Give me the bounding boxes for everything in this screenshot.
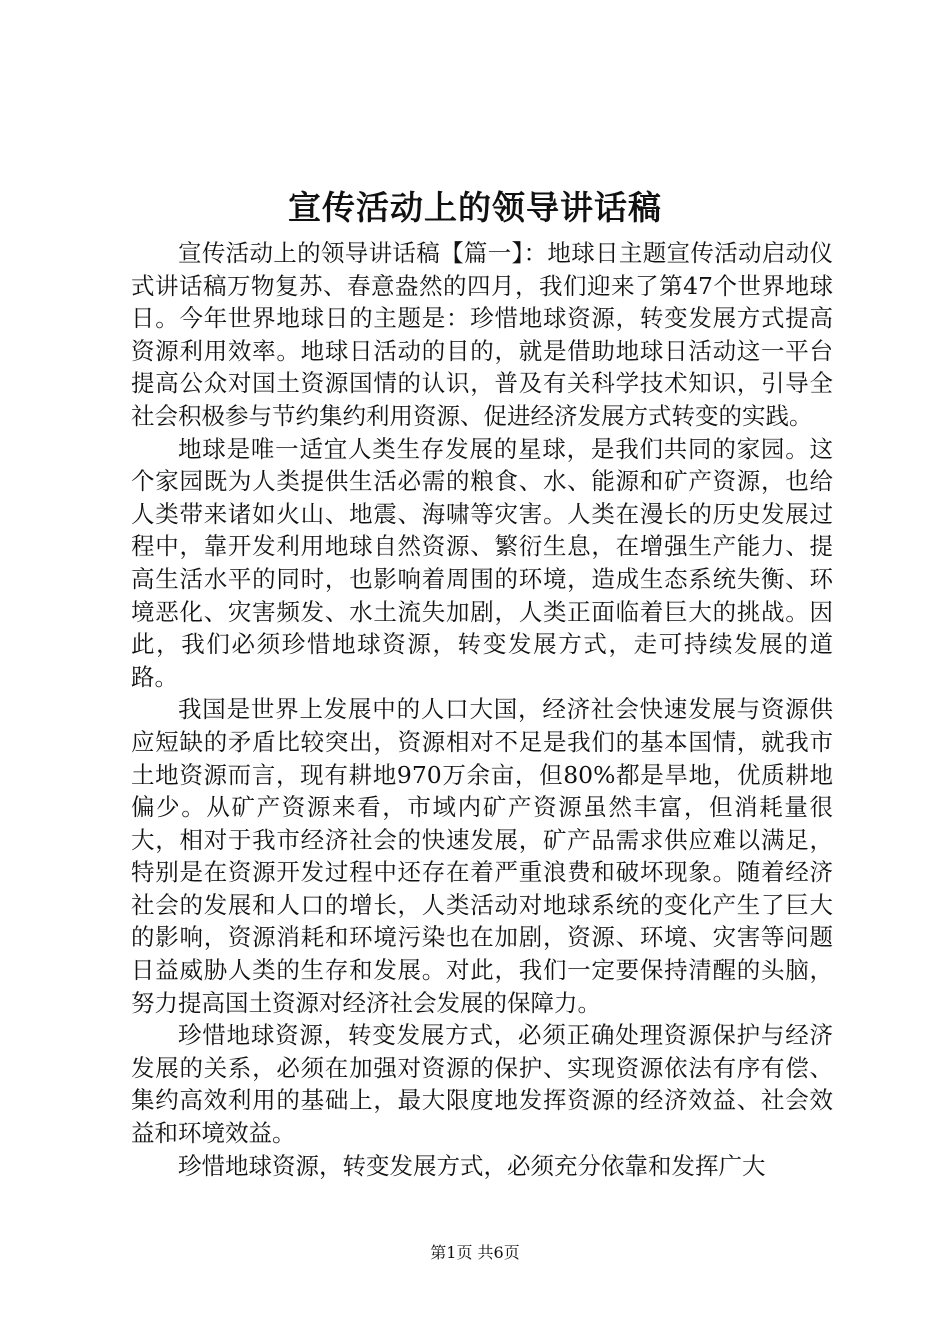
paragraph-2: 地球是唯一适宜人类生存发展的星球，是我们共同的家园。这个家园既为人类提供生活必需的粮食、水、能源和矿产资源，也给人类带来诸如火山、地震、海啸等灾害。人类在漫长的历史发展过程中，靠开发利用地球自然资源、繁衍生息，在增强生产能力、提高生活水平的同时，也影响着周围的环境，造成生态系统失衡、环境恶化、灾害频发、水土流失加剧，人类正面临着巨大的挑战。因此，我们必须珍惜地球资源，转变发展方式，走可持续发展的道路。 xyxy=(131,434,833,691)
page-footer: 第1页 共6页 xyxy=(430,1243,520,1262)
document-body xyxy=(131,237,833,1182)
paragraph-5: 珍惜地球资源，转变发展方式，必须充分依靠和发挥广大 xyxy=(178,1151,766,1180)
document-title: 宣传活动上的领导讲话稿 xyxy=(288,188,662,227)
paragraph-3: 我国是世界上发展中的人口大国，经济社会快速发展与资源供应短缺的矛盾比较突出，资源相对不足是我们的基本国情，就我市土地资源而言，现有耕地970万余亩，但80%都是旱地，优质耕地偏少。从矿产资源来看，市域内矿产资源虽然丰富，但消耗量很大，相对于我市经济社会的快速发展，矿产品需求供应难以满足，特别是在资源开发过程中还存在着严重浪费和破坏现象。随着经济社会的发展和人口的增长，人类活动对地球系统的变化产生了巨大的影响，资源消耗和环境污染也在加剧，资源、环境、灾害等问题日益威胁人类的生存和发展。对此，我们一定要保持清醒的头脑，努力提高国土资源对经济社会发展的保障力。 xyxy=(131,695,833,1017)
paragraph-4: 珍惜地球资源，转变发展方式，必须正确处理资源保护与经济发展的关系，必须在加强对资源的保护、实现资源依法有序有偿、集约高效利用的基础上，最大限度地发挥资源的经济效益、社会效益和环境效益。 xyxy=(131,1021,833,1148)
paragraph-1: 宣传活动上的领导讲话稿【篇一】：地球日主题宣传活动启动仪式讲话稿万物复苏、春意盎然的四月，我们迎来了第47个世界地球日。今年世界地球日的主题是：珍惜地球资源，转变发展方式提高资源利用效率。地球日活动的目的，就是借助地球日活动这一平台提高公众对国土资源国情的认识，普及有关科学技术知识，引导全社会积极参与节约集约利用资源、促进经济发展方式转变的实践。 xyxy=(131,239,833,430)
